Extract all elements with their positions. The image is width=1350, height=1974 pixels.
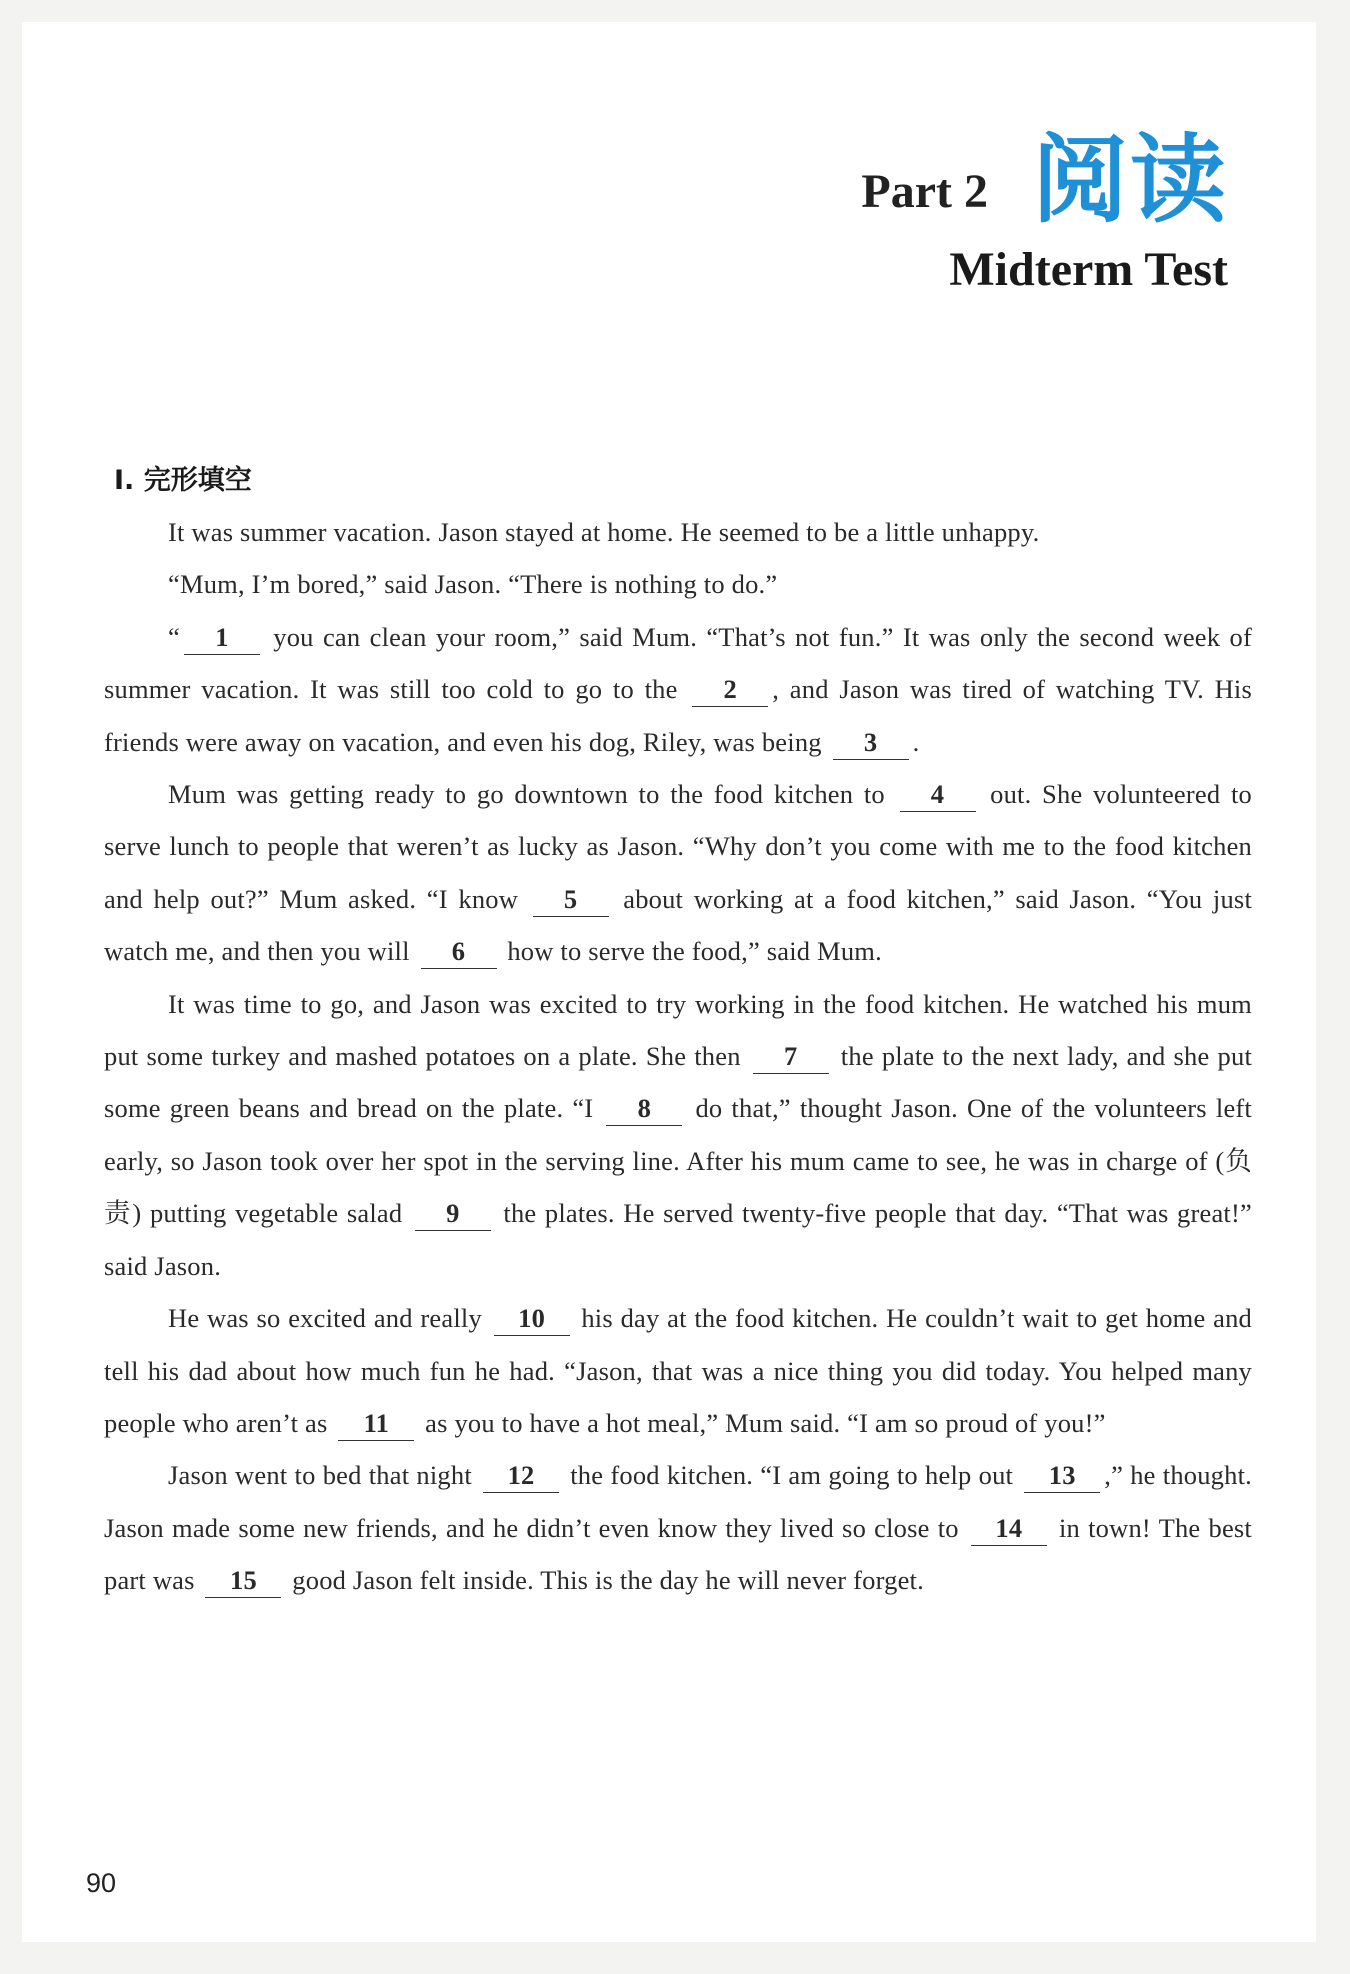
passage-text: It was summer vacation. Jason stayed at home. He seemed to be a little unhappy. [168, 517, 1040, 547]
blank-13: 13 [1024, 1458, 1100, 1493]
blank-7: 7 [753, 1039, 829, 1074]
blank-10: 10 [494, 1301, 570, 1336]
passage-text: , and Jason was tired of watching TV. His friends were away on vacation, and even his dog, Riley, was being [104, 674, 1252, 757]
passage-paragraph [104, 558, 1252, 610]
blank-12: 12 [483, 1458, 559, 1493]
section-title: I. 完形填空 [114, 465, 252, 496]
blank-9: 9 [415, 1196, 491, 1231]
passage-text: how to serve the food,” said Mum. [500, 936, 882, 967]
passage-text: Jason went to bed that night [168, 1460, 480, 1491]
test-title: Midterm Test [949, 243, 1228, 296]
passage-text: do that,” thought Jason. One of the volunteers left early, so Jason took over her spot in the serving line. After his mum came to see, he was in charge of (负责) putting vegetable salad [104, 1093, 1252, 1229]
passage-paragraph [104, 611, 1252, 768]
passage-text: “ [168, 621, 180, 652]
page-number: 90 [86, 1868, 117, 1898]
page [22, 22, 1316, 1942]
cloze-passage [104, 506, 1252, 1607]
part-title-chinese: 阅读 [1032, 124, 1228, 236]
passage-text: It was time to go, and Jason was excited to try working in the food kitchen. He watched his mum put some turkey and mashed potatoes on a plate. She then [104, 988, 1252, 1072]
blank-8: 8 [606, 1091, 682, 1126]
passage-text: Mum was getting ready to go downtown to the food kitchen to [168, 779, 896, 810]
passage-text: the plate to the next lady, and she put some green beans and bread on the plate. “I [104, 1041, 1253, 1124]
passage-text: as you to have a hot meal,” Mum said. “I am so proud of you!” [418, 1407, 1106, 1438]
passage-paragraph [104, 1449, 1252, 1606]
page-header [861, 124, 1228, 296]
passage-text: his day at the food kitchen. He couldn’t wait to get home and tell his dad about how much fun he had. “Jason, that was a nice thing you did today. You helped many people who aren’t as [104, 1303, 1252, 1438]
passage-text: the plates. He served twenty-five people that day. “That was great!” said Jason. [104, 1198, 1252, 1281]
blank-4: 4 [900, 777, 976, 812]
passage-text: out. She volunteered to serve lunch to people that weren’t as lucky as Jason. “Why don’t you come with me to the food kitchen and help out?” Mum asked. “I know [104, 779, 1252, 914]
passage-paragraph [104, 978, 1252, 1292]
passage-text: in town! The best part was [104, 1512, 1252, 1596]
blank-11: 11 [338, 1406, 414, 1441]
passage-text: He was so excited and really [168, 1303, 490, 1334]
blank-1: 1 [184, 620, 260, 655]
passage-text: the food kitchen. “I am going to help out [563, 1460, 1021, 1491]
passage-text: about working at a food kitchen,” said Jason. “You just watch me, and then you will [104, 883, 1253, 967]
blank-3: 3 [833, 725, 909, 760]
passage-paragraph [104, 768, 1252, 978]
passage-text: you can clean your room,” said Mum. “That’s not fun.” It was only the second week of summer vacation. It was still too cold to go to the [104, 621, 1252, 705]
blank-15: 15 [205, 1563, 281, 1598]
part-label: Part 2 [861, 165, 988, 218]
blank-5: 5 [533, 882, 609, 917]
passage-text: ,” he thought. Jason made some new friends, and he didn’t even know they lived so close to [104, 1460, 1252, 1543]
passage-text: good Jason felt inside. This is the day he will never forget. [285, 1565, 924, 1596]
passage-paragraph [104, 1292, 1252, 1449]
passage-text: “Mum, I’m bored,” said Jason. “There is nothing to do.” [168, 569, 778, 600]
passage-paragraph [104, 506, 1252, 558]
blank-2: 2 [692, 672, 768, 707]
passage-text: . [912, 726, 920, 757]
blank-6: 6 [421, 934, 497, 969]
part-heading [861, 124, 1228, 236]
blank-14: 14 [971, 1511, 1047, 1546]
